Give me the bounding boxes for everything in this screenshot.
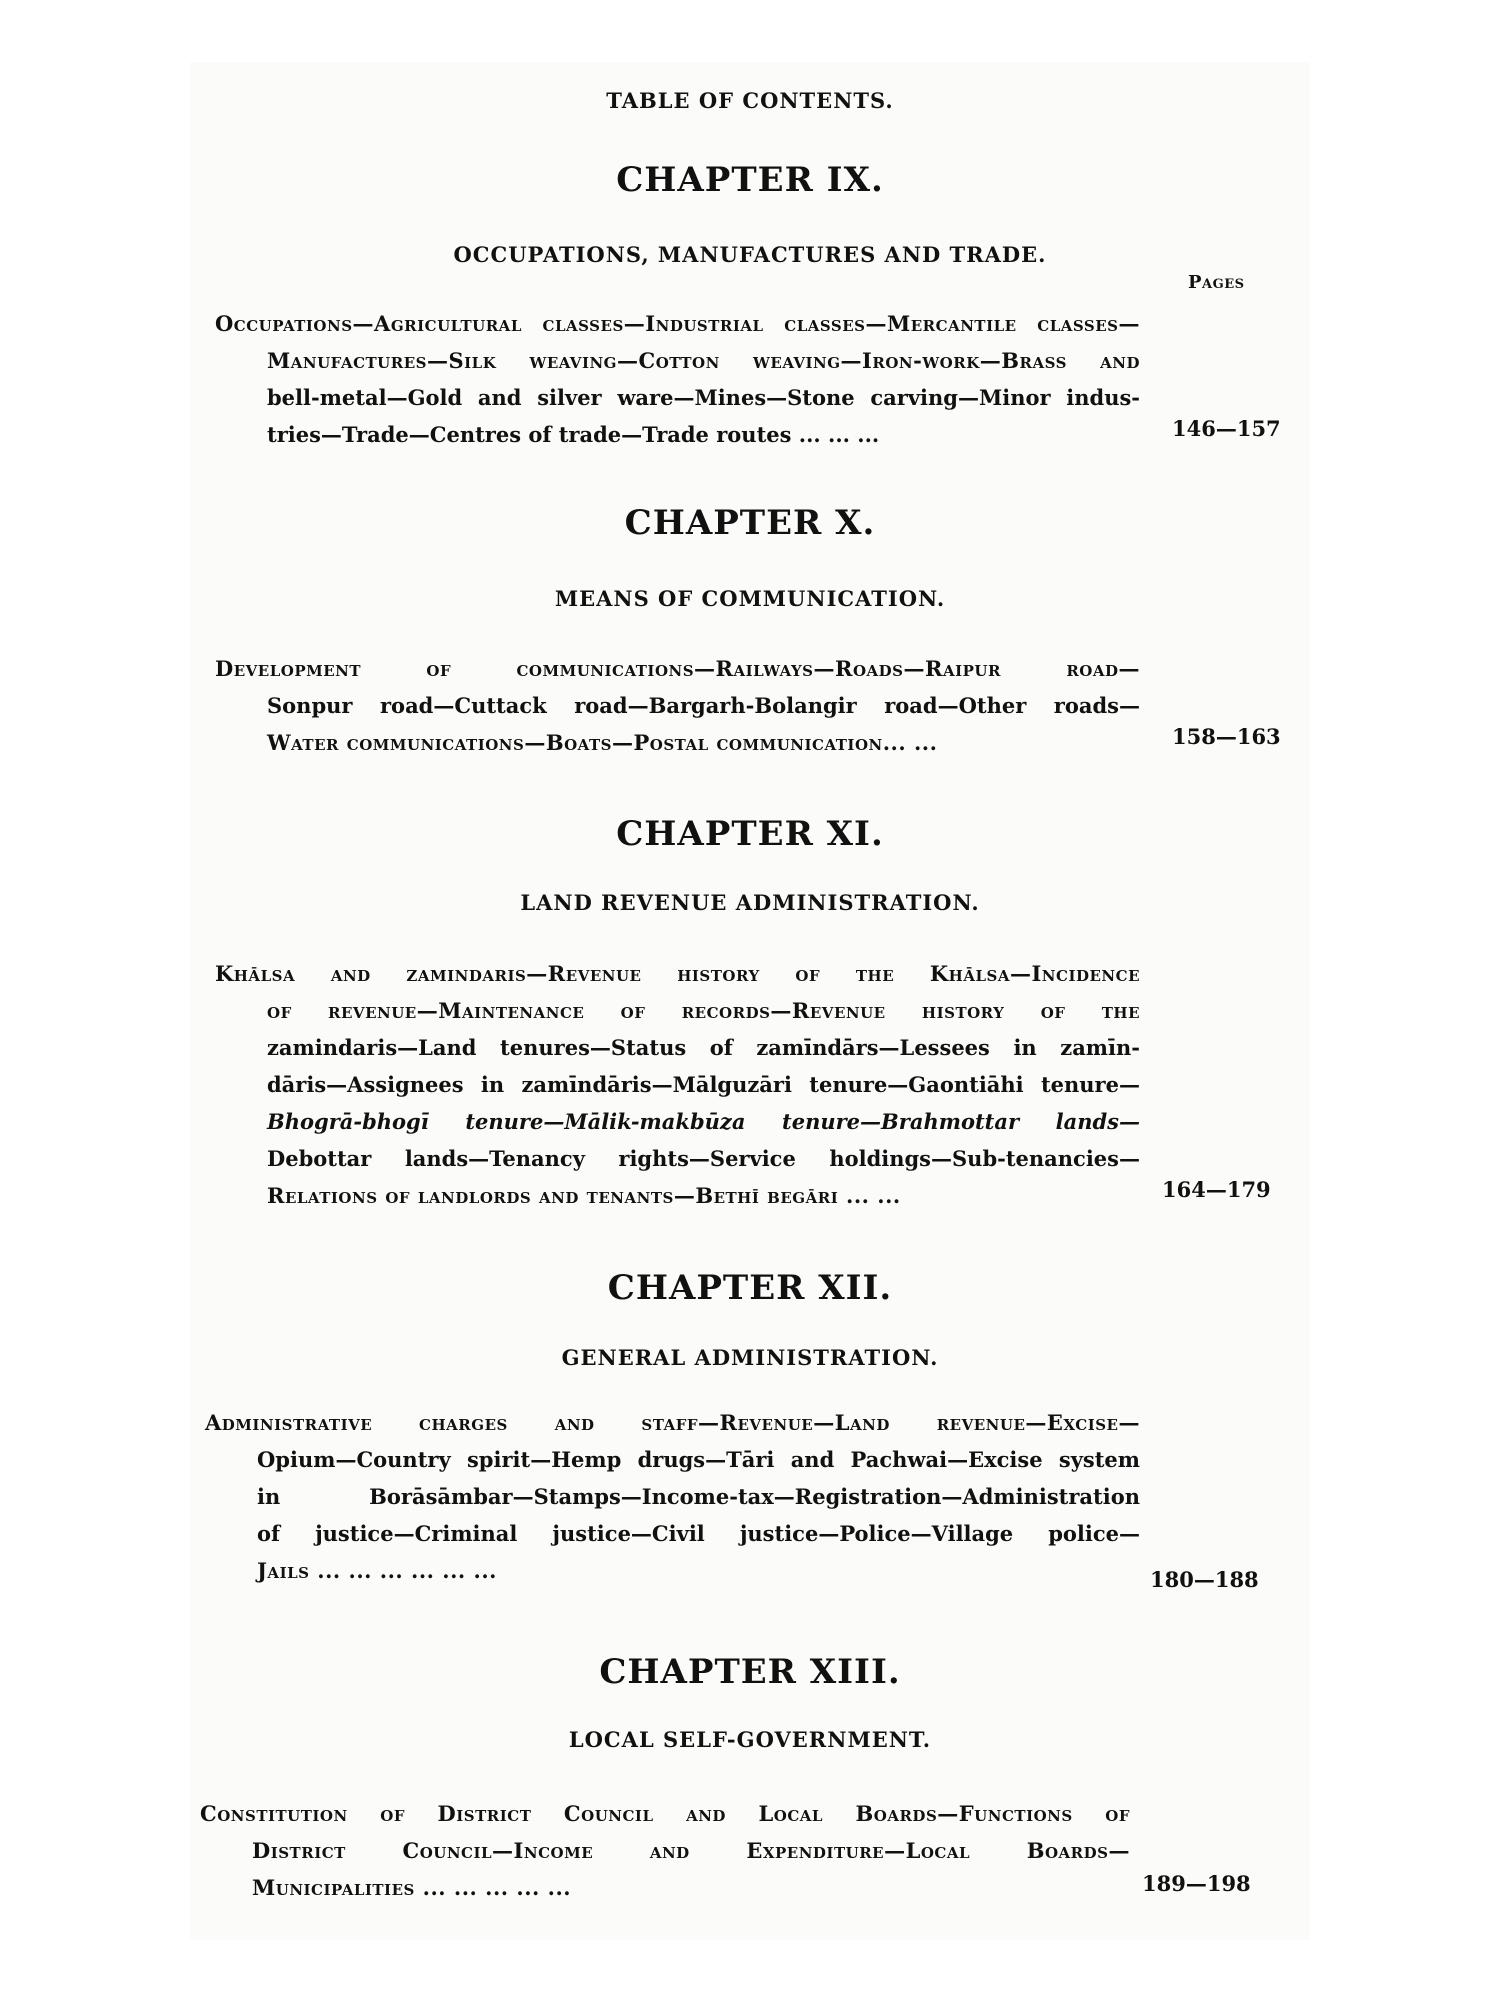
contents-line: Manufactures—Silk weaving—Cotton weaving—Iron-work—Brass and [267,348,1140,373]
contents-line: Occupations—Agricultural classes—Industrial classes—Mercantile classes— [215,311,1140,336]
page-range: 158—163 [1172,724,1281,749]
pages-column-label: Pages [1188,272,1245,293]
contents-line: zamindaris—Land tenures—Status of zamīndārs—Lessees in zamīn- [267,1035,1140,1060]
chapter-title: CHAPTER XIII. [599,1652,901,1692]
chapter-subtitle: LAND REVENUE ADMINISTRATION. [520,890,980,915]
contents-line: dāris—Assignees in zamīndāris—Mālguzāri tenure—Gaontiāhi tenure— [267,1072,1140,1097]
contents-line: Debottar lands—Tenancy rights—Service holdings—Sub-tenancies— [267,1146,1140,1171]
chapter-title: CHAPTER IX. [616,160,884,200]
chapter-contents [215,955,1140,1214]
contents-line: Constitution of District Council and Local Boards—Functions of [200,1801,1130,1826]
chapter-contents [205,1404,1140,1589]
contents-line: of justice—Criminal justice—Civil justice—Police—Village police— [257,1521,1140,1546]
contents-line: Bhogrā-bhogī tenure—Mālik-makbūza tenure—Brahmottar lands— [267,1109,1140,1134]
chapter-subtitle: MEANS OF COMMUNICATION. [554,586,946,611]
chapter-title: CHAPTER XI. [616,814,884,854]
chapter-subtitle: GENERAL ADMINISTRATION. [561,1345,939,1370]
contents-line: of revenue—Maintenance of records—Revenue history of the [267,998,1140,1023]
contents-line: Jails ... ... ... ... ... ... [257,1558,497,1583]
contents-line: District Council—Income and Expenditure—Local Boards— [252,1838,1130,1863]
page-header: TABLE OF CONTENTS. [606,88,894,113]
contents-line: Opium—Country spirit—Hemp drugs—Tāri and Pachwai—Excise system [257,1447,1140,1472]
chapter-contents [215,650,1140,761]
contents-line: Administrative charges and staff—Revenue—Land revenue—Excise— [205,1410,1140,1435]
chapter-title: CHAPTER XII. [607,1268,893,1308]
page-range: 189—198 [1142,1871,1251,1896]
chapter-subtitle: LOCAL SELF-GOVERNMENT. [568,1727,932,1752]
contents-line: Development of communications—Railways—Roads—Raipur road— [215,656,1140,681]
contents-line: in Borāsāmbar—Stamps—Income-tax—Registration—Administration [257,1484,1140,1509]
chapter-title: CHAPTER X. [624,503,876,543]
page-range: 164—179 [1162,1177,1271,1202]
contents-line: bell-metal—Gold and silver ware—Mines—Stone carving—Minor indus- [267,385,1140,410]
page-range: 180—188 [1150,1567,1259,1592]
contents-line: Relations of landlords and tenants—Bethī begāri ... ... [267,1183,901,1208]
contents-line: Khālsa and zamindaris—Revenue history of the Khālsa—Incidence [215,961,1140,986]
chapter-contents [215,305,1140,453]
contents-line: Sonpur road—Cuttack road—Bargarh-Bolangir road—Other roads— [267,693,1140,718]
chapter-subtitle: OCCUPATIONS, MANUFACTURES AND TRADE. [453,242,1047,267]
contents-line: Municipalities ... ... ... ... ... [252,1875,572,1900]
contents-line: tries—Trade—Centres of trade—Trade routes ... ... ... [267,422,880,447]
chapter-contents [200,1795,1130,1906]
page-range: 146—157 [1172,416,1281,441]
contents-line: Water communications—Boats—Postal communication... ... [267,730,938,755]
